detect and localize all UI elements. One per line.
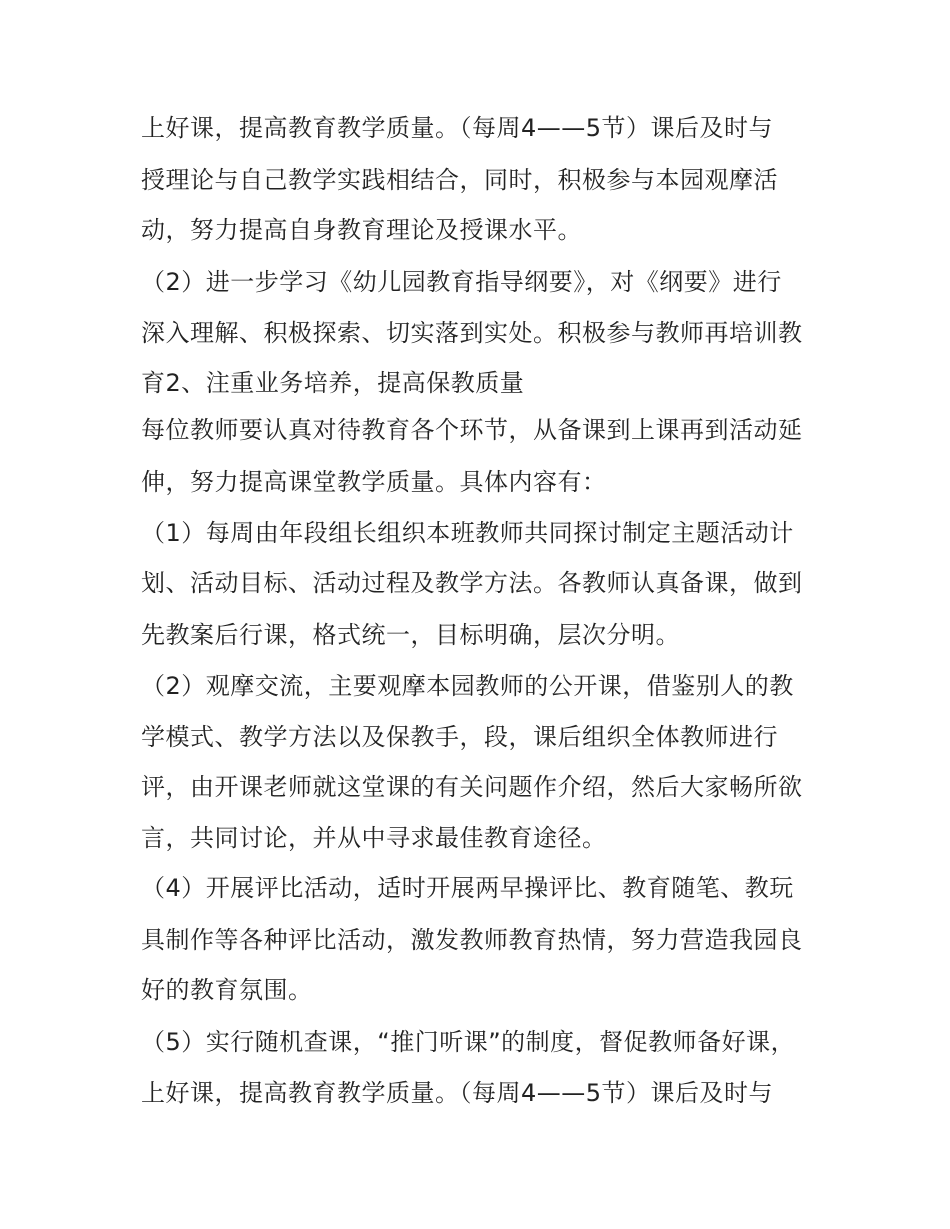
- text-line: 先教案后行课，格式统一，目标明确，层次分明。: [141, 621, 680, 649]
- text-line: （2）观摩交流，主要观摩本园教师的公开课，借鉴别人的教: [141, 672, 794, 700]
- text-line: 每位教师要认真对待教育各个环节，从备课到上课再到活动延: [141, 416, 803, 444]
- text-line: 上好课，提高教育教学质量。（每周4——5节）课后及时与: [141, 114, 774, 142]
- text-line: 深入理解、积极探索、切实落到实处。积极参与教师再培训教: [141, 319, 803, 347]
- text-line: 授理论与自己教学实践相结合，同时，积极参与本园观摩活: [141, 166, 778, 194]
- text-line: 言，共同讨论，并从中寻求最佳教育途径。: [141, 824, 607, 852]
- text-line: 育2、注重业务培养，提高保教质量: [141, 369, 525, 397]
- text-line: （5）实行随机查课，“推门听课”的制度，督促教师备好课，: [141, 1028, 796, 1056]
- text-line: 好的教育氛围。: [141, 976, 313, 1004]
- text-line: 动，努力提高自身教育理论及授课水平。: [141, 216, 582, 244]
- text-line: 具制作等各种评比活动，激发教师教育热情，努力营造我园良: [141, 926, 803, 954]
- text-line: 学模式、教学方法以及保教手，段，课后组织全体教师进行: [141, 723, 778, 751]
- text-line: （1）每周由年段组长组织本班教师共同探讨制定主题活动计: [141, 519, 794, 547]
- text-line: 划、活动目标、活动过程及教学方法。各教师认真备课，做到: [141, 569, 803, 597]
- text-line: 伸，努力提高课堂教学质量。具体内容有：: [141, 468, 607, 496]
- text-line: 评，由开课老师就这堂课的有关问题作介绍，然后大家畅所欲: [141, 773, 803, 801]
- text-line: （2）进一步学习《幼儿园教育指导纲要》，对《纲要》进行: [141, 268, 782, 296]
- text-line: （4）开展评比活动，适时开展两早操评比、教育随笔、教玩: [141, 874, 794, 902]
- text-line: 上好课，提高教育教学质量。（每周4——5节）课后及时与: [141, 1079, 774, 1107]
